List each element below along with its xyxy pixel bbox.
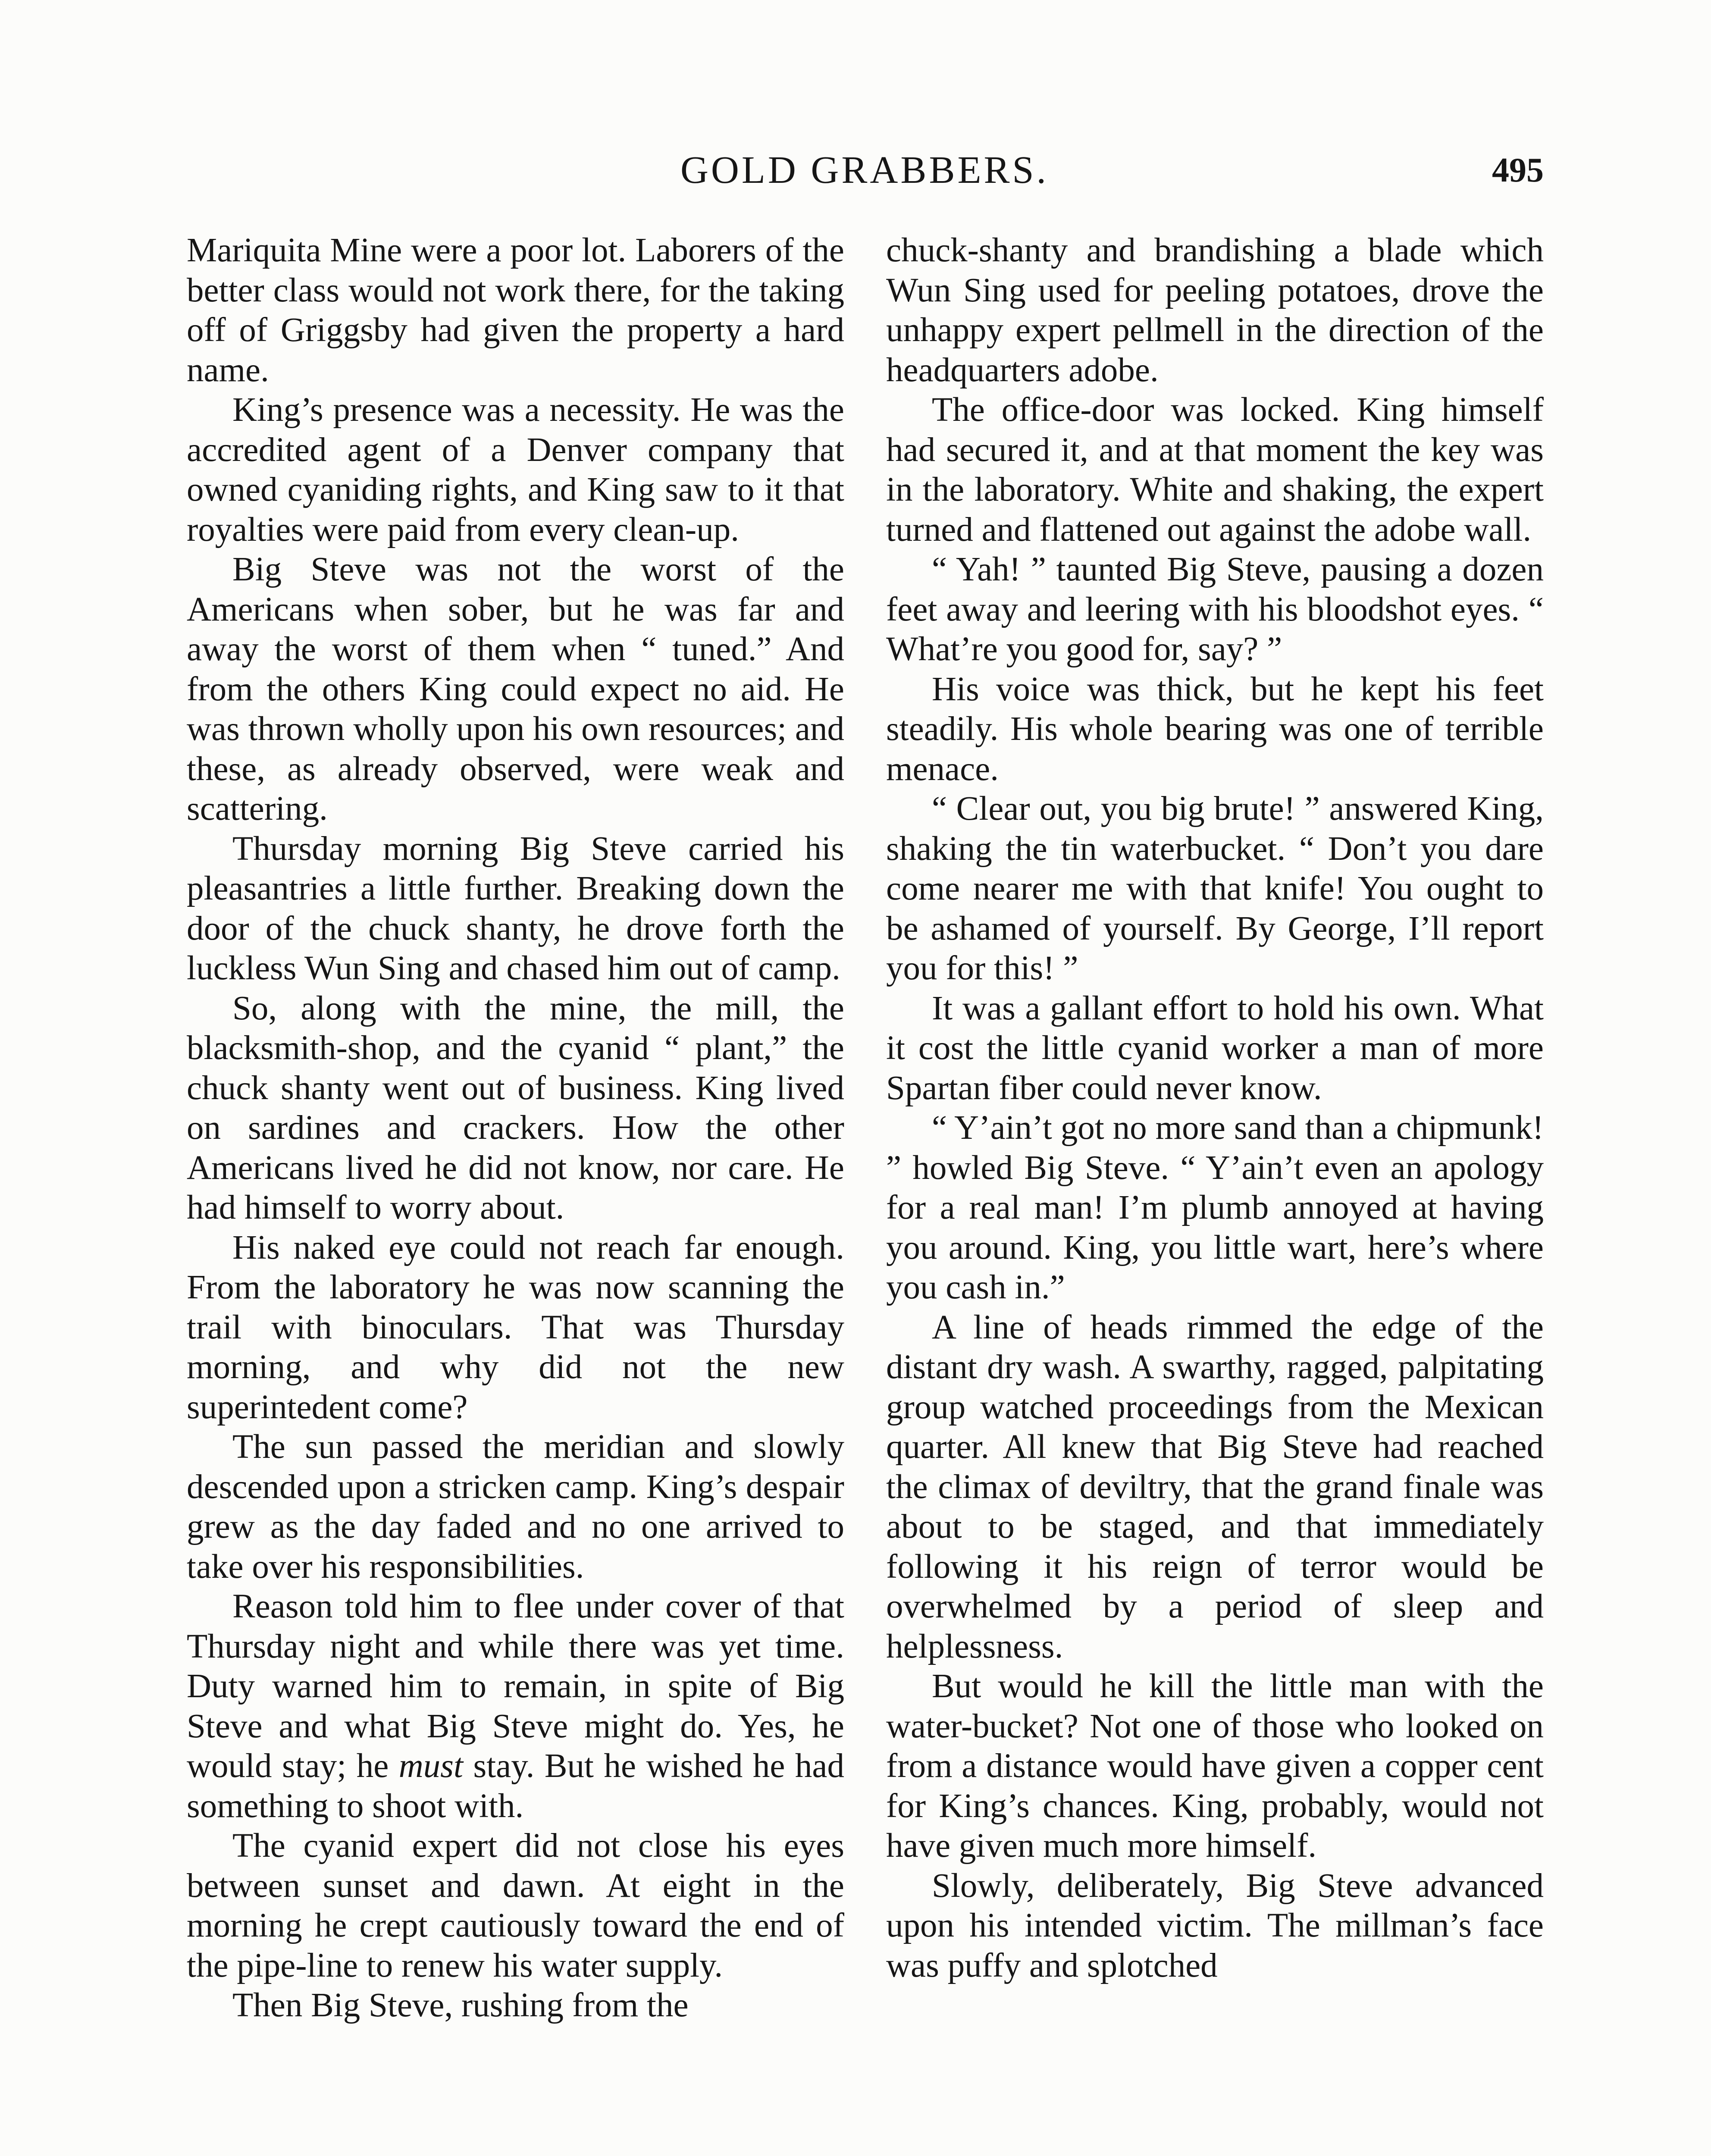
paragraph: But would he kill the little man with the water-bucket? Not one of those who looked on from a distance would have given a copper cent for King’s chances. King, probably, would not have given much more himself.: [886, 1667, 1544, 1865]
paragraph: Big Steve was not the worst of the Americans when sober, but he was far and away the worst of them when “ tuned.” And from the others King could expect no aid. He was thrown wholly upon his own resources; and these, as already observed, were weak and scattering.: [187, 551, 844, 827]
left-column: [187, 231, 844, 2026]
paragraph: His voice was thick, but he kept his feet steadily. His whole bearing was one of terrible menace.: [886, 670, 1544, 788]
right-column: [886, 231, 1544, 1986]
paragraph: The office-door was locked. King himself had secured it, and at that moment the key was in the laboratory. White and shaking, the expert turned and flattened out against the adobe wall.: [886, 391, 1544, 548]
paragraph: So, along with the mine, the mill, the blacksmith-shop, and the cyanid “ plant,” the chuck shanty went out of business. King lived on sardines and crackers. How the other Americans lived he did not know, nor care. He had himself to worry about.: [187, 989, 844, 1226]
paragraph: A line of heads rimmed the edge of the distant dry wash. A swarthy, ragged, palpitating group watched proceedings from the Mexican quarter. All knew that Big Steve had reached the climax of deviltry, that the grand finale was about to be staged, and that immediately following it his reign of terror would be overwhelmed by a period of sleep and helplessness.: [886, 1308, 1544, 1665]
paragraph: “ Clear out, you big brute! ” answered King, shaking the tin waterbucket. “ Don’t you dare come nearer me with that knife! You ought to be ashamed of yourself. By George, I’ll report you for this! ”: [886, 790, 1544, 987]
paragraph: The cyanid expert did not close his eyes between sunset and dawn. At eight in the morning he crept cautiously toward the end of the pipe-line to renew his water supply.: [187, 1827, 844, 1984]
paragraph-text: Reason told him to flee under cover of that Thursday night and while there was yet time. Duty warned him to remain, in spite of Big Steve and what Big Steve might do. Yes, he would stay; he: [187, 1588, 844, 1785]
paragraph: King’s presence was a necessity. He was the accredited agent of a Denver company that owned cyaniding rights, and King saw to it that royalties were paid from every clean-up.: [187, 391, 844, 548]
paragraph: Then Big Steve, rushing from the: [232, 1987, 689, 2024]
paragraph: “ Y’ain’t got no more sand than a chipmunk! ” howled Big Steve. “ Y’ain’t even an apology for a real man! I’m plumb annoyed at having you around. King, you little wart, here’s where you cash in.”: [886, 1109, 1544, 1306]
running-head: [185, 142, 1544, 198]
running-title: GOLD GRABBERS.: [680, 149, 1049, 191]
paragraph: [187, 1587, 844, 1826]
paragraph: Thursday morning Big Steve carried his pleasantries a little further. Breaking down the door of the chuck shanty, he drove forth the luckless Wun Sing and chased him out of camp.: [187, 830, 844, 987]
paragraph: chuck-shanty and brandishing a blade which Wun Sing used for peeling potatoes, drove the unhappy expert pellmell in the direction of the headquarters adobe.: [886, 232, 1544, 389]
paragraph: “ Yah! ” taunted Big Steve, pausing a dozen feet away and leering with his bloodshot eyes. “ What’re you good for, say? ”: [886, 551, 1544, 668]
paragraph: Slowly, deliberately, Big Steve advanced upon his intended victim. The millman’s face was puffy and splotched: [886, 1867, 1544, 1984]
paragraph: The sun passed the meridian and slowly descended upon a stricken camp. King’s despair grew as the day faded and no one arrived to take over his responsibilities.: [187, 1428, 844, 1586]
paragraph: It was a gallant effort to hold his own. What it cost the little cyanid worker a man of more Spartan fiber could never know.: [886, 989, 1544, 1107]
paragraph: His naked eye could not reach far enough. From the laboratory he was now scanning the trail with binoculars. That was Thursday morning, and why did not the new superintedent come?: [187, 1228, 844, 1426]
page-number: 495: [1492, 151, 1544, 189]
emphasis-text: must: [398, 1747, 463, 1785]
paragraph-text: stay. But he wished he had something to shoot with.: [187, 1747, 844, 1825]
paragraph: Mariquita Mine were a poor lot. Laborers of the better class would not work there, for the taking off of Griggsby had given the property a hard name.: [187, 232, 844, 389]
